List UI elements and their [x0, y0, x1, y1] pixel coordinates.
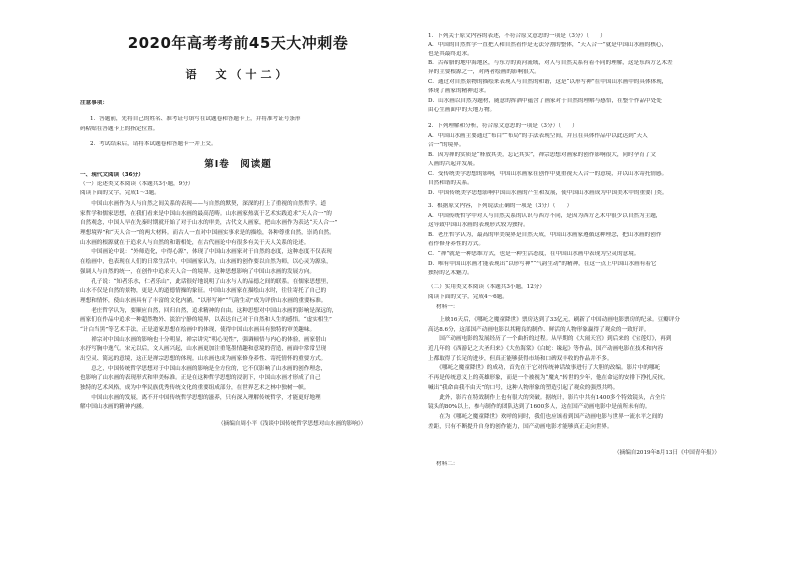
reading-instruction-2: 阅读下面的文字，完成4～6题。	[428, 294, 508, 300]
text-line: 家哲学和儒家思想，在我们看来是中国山水画的最高范畴。山水画家热衷于艺术实践追求“天人合一”的	[80, 210, 332, 217]
text-line: 山水画的根源就在于追求人与自然的和谐相处，在古代画论中有很多有关于天人关系的论述。	[80, 239, 310, 246]
text-line: 中国山水画作为人与自然之间关系的表现——与自然的默契，深深的打上了重视的自然哲学。道	[80, 201, 327, 207]
text-line: 老庄哲学认为，要顺应自然，回归自然，追求精神的自由。这种思想对中国山水画的影响是深远的，	[80, 307, 338, 314]
text-line: 国产动画电影的发展经历了一个曲折的过程。从早期的《大闹天宫》到后来的《宝莲灯》，再到	[428, 336, 672, 343]
article-source: （摘编自周小平《浅谈中国传统哲学思想对山水画的影响》）	[218, 421, 367, 427]
text-line: 水抒写胸中逸气。宋元以后，文人画兴起，山水画更加注重笔墨情趣和意境的营造，画面中常常呈现	[80, 346, 327, 353]
text-line: 独特的艺术风格，成为中华民族优秀传统文化的重要组成部分，在世界艺术之林中独树一帜。	[80, 385, 310, 392]
q2-option-a-cont: 合一”的境界。	[428, 142, 465, 148]
text-line: 高达8.6分，这部国产动画电影以其精良的制作、鲜活的人物形象赢得了观众的一致好评。	[428, 326, 650, 333]
q2-option-d: D．中国传统美学思想影响中国山水画的产生和发展，使中国山水画成为中国美术中的重要门类。	[428, 190, 668, 196]
text-line: 《哪吒之魔童降世》的成功，首先在于它对传统神话故事进行了大胆的改编。影片中的哪吒	[428, 365, 661, 372]
subsection-2-heading: （二）实用类文本阅读（本题共3小题，12分）	[428, 284, 545, 290]
notice-item-1a: 1．答题前，先将自己的姓名、准考证号填写在试题卷和答题卡上，并将准考证号条形	[90, 116, 301, 122]
section-heading: 一、现代文阅读（36分）	[80, 172, 144, 178]
q3-option-d-cont: 独特的艺术魅力。	[428, 270, 473, 276]
text-line: 也影响了山水画的表现形式和审美标准。正是在这种哲学思想的浸润下，中国山水画才形成了自己	[80, 375, 321, 382]
text-line: 中国画论中说：“外师造化，中得心源”，体现了中国山水画家对于自然的态度，这种态度不仅表现	[80, 249, 332, 256]
text-line: 山水不仅是自然的景物，更是人的道德情操的象征。中国山水画家在描绘山水时，往往寄托了自己的	[80, 288, 327, 295]
text-line: 解中国山水画的精神内涵。	[80, 404, 148, 411]
q3-option-b: B．老庄哲学认为，最高的审美境界是自然天成，中国山水画家遵循这种理念，把山水画的创作	[428, 232, 662, 238]
article-2-source: （摘编自2019年8月13日《中国青年报》）	[614, 450, 721, 456]
notice-item-1b: 码粘贴在答题卡上的指定位置。	[80, 126, 159, 132]
text-line: 喊出“我命由我不由天”的口号，这种人物形象的塑造引起了观众的强烈共鸣。	[428, 384, 619, 391]
article-2-body	[428, 316, 758, 432]
q2-option-a: A．中国山水画主要通过“布白”“布局”的手法表现空间，并且在具体作品中以此达到“天人	[428, 133, 648, 139]
text-line: 理想境界”和“天人合一”的两大材料。而古人一直对中国画实事求是的描绘，各种尊重自然，崇尚自然。	[80, 230, 335, 237]
q1-option-a: A．中国的自然哲学一直把人和自然看作是无法分割的整体，“天人合一”就是中国山水画的核心，	[428, 42, 668, 48]
material-1-label: 材料一：	[436, 304, 459, 310]
question-1: 1．下列关于原文内容的表述，不符合原文意思的一项是（3分）（ ）	[428, 33, 606, 39]
q1-option-b: B．古希腊的地中海地区，与东方的黄河流域，对人与自然关系有着不同的理解，这是东西方艺术差	[428, 60, 673, 66]
question-3: 3．根据原文内容，下列说法正确的一项是（3分）（ ）	[428, 203, 573, 209]
notice-heading: 注意事项：	[80, 100, 108, 106]
reading-instruction: 阅读下面的文字，完成1～3题。	[80, 190, 160, 196]
text-line: 画家们在作品中追求一种超然物外、淡泊宁静的境界，以表达自己对于自然和人生的感悟。“虚实相生”	[80, 317, 332, 324]
text-line: 理想和情怀，使山水画具有了丰富的文化内涵。“以形写神”“气韵生动”成为评价山水画的重要标准。	[80, 297, 327, 304]
q1-option-c-cont: 体现了画家的精神追求。	[428, 88, 490, 94]
text-line: 不再是传统意义上的英雄形象，而是一个被视为“魔丸”转世的少年，他在命运的安排下挣扎反抗，	[428, 375, 669, 382]
q3-option-b-cont: 看作修身养性的方式。	[428, 241, 484, 247]
text-line: 孔子说：“知者乐水，仁者乐山”，此话很好地说明了山水与人的品德之间的联系。在儒家思想里，	[80, 278, 332, 285]
text-line: 近几年的《西游记之大圣归来》《大鱼海棠》《白蛇：缘起》等作品，国产动画电影在技术和内容	[428, 346, 663, 353]
q1-option-d-cont: 由心生画面中的天地万物。	[428, 107, 496, 113]
material-2-label: 材料二：	[436, 461, 459, 467]
text-line: “计白当黑”等艺术手法，正是道家思想在绘画中的体现，使得中国山水画具有独特的审美趣味。	[80, 326, 316, 333]
q3-option-a: A．中国传统哲学中对人与自然关系的认识与西方不同，是因为西方艺术中很少以自然为主题，	[428, 213, 662, 219]
text-line: 在为《哪吒之魔童降世》欢呼的同时，我们也应该看到国产动画电影与世界一流水平之间的	[428, 413, 663, 420]
text-line: 总之，中国传统哲学思想对于中国山水画的影响是全方位的，它不仅影响了山水画的创作理念，	[80, 365, 327, 372]
text-line: 镜头的80%以上，参与制作的团队达到了1600多人，这在国产动画电影中是前所未有的。	[428, 404, 651, 411]
text-line: 中国山水画的发展，离不开中国传统哲学思想的滋养，只有深入理解传统哲学，才能更好地理	[80, 394, 321, 401]
text-line: 自然观念，中国人早在先秦时期就开始了对于山水的审美，古代文人画家，把山水画作为表达“天人合一”	[80, 220, 338, 227]
article-body	[80, 200, 396, 413]
q2-option-c-cont: 自然和谐的关系。	[428, 180, 473, 186]
text-line: 强调人与自然的统一，在创作中追求天人合一的境界。这种思想影响了中国山水画的发展方向。	[80, 268, 315, 275]
q2-option-b-cont: 人画的兴起并发展。	[428, 161, 479, 167]
q1-option-b-cont: 异的主要根源之一，对两者绘画的影响很大。	[428, 69, 540, 75]
q3-option-d: D．唯有中国山水画才能表现出“以形写神”“气韵生动”的精神，在这一点上中国山水画有着它	[428, 261, 657, 267]
text-line: 上映16天后，《哪吒之魔童降世》票房达到了33亿元，刷新了中国动画电影票房的纪录。豆瓣评分	[428, 317, 680, 323]
notice-item-2: 2．考试结束后，请将本试题卷和答题卡一并上交。	[90, 141, 217, 147]
q3-option-c: C．“禅”就是一种思维方式，也是一种生活态度，在中国山水画中表现为空灵的意境。	[428, 251, 640, 257]
q1-option-a-cont: 也是其最终追求。	[428, 51, 473, 57]
text-line: 在绘画中，也表现在人们的日常生活中。中国画家认为，山水画的创作要以自然为师，以心灵为源泉，	[80, 259, 332, 266]
q2-option-c: C．受传统美学思想的影响，中国山水画家在创作中更重视天人合一的意境，并以山水寄托情感。	[428, 171, 668, 177]
q3-option-a-cont: 这导致中国山水画的表现形式较为独特。	[428, 222, 529, 228]
exam-title: 2020年高考考前45天大冲刺卷	[127, 34, 349, 52]
q1-option-d: D．山水画以自然为题材，随意的挥洒中蕴含了画家对于自然的理解与感悟，在整个作品中处处	[428, 98, 662, 104]
q2-option-b: B．因为禅的实质是“释放其美，忘记其实”，禅宗思想对画家的创作影响很大，同时孕育了文	[428, 152, 656, 158]
text-line: 此外，影片在特效制作上也有很大的突破。据统计，影片中共有1400多个特效镜头，占全片	[428, 394, 666, 401]
subject-title: 语 文（十二）	[185, 68, 291, 81]
q1-option-c: C．通过对自然景物的描绘来表现人与自然的和谐，这是“以形写神”在中国山水画中的具体体现，	[428, 79, 668, 85]
text-line: 上都取得了长足的进步，但真正能够获得市场和口碑双丰收的作品并不多。	[428, 355, 613, 362]
question-2: 2．下列理解和分析，符合原文意思的一项是（3分）（ ）	[428, 123, 578, 129]
text-line: 差距，只有不断提升自身的创作能力，国产动画电影才能够真正走向世界。	[428, 423, 613, 430]
text-line: 禅宗对中国山水画的影响也十分明显，禅宗讲究“明心见性”，强调顿悟与内心的体验，画家借山	[80, 336, 327, 343]
text-line: 出空灵、简远的意境，这正是禅宗思想的体现。山水画也成为画家修身养性、寄托情怀的重要方式。	[80, 356, 327, 362]
subsection-heading: （一）论述类文本阅读（本题共3小题，9分）	[80, 181, 194, 187]
part-title: 第Ⅰ卷 阅读题	[204, 159, 272, 170]
